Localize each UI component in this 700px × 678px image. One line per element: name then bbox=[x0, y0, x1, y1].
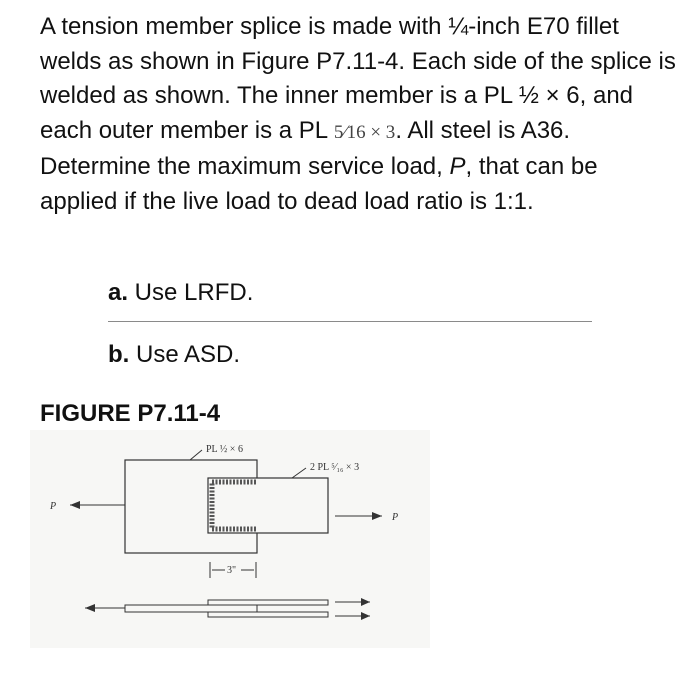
part-a-text: Use LRFD. bbox=[128, 279, 254, 306]
part-b-text: Use ASD. bbox=[129, 341, 241, 368]
inner-plate-thickness: ½ bbox=[518, 82, 539, 109]
problem-text-part: × 6, and each outer member is a PL bbox=[40, 82, 634, 144]
outer-plate-label: 2 PL ⁵⁄₁₆ × 3 bbox=[310, 462, 360, 473]
divider bbox=[108, 321, 592, 322]
load-symbol: P bbox=[449, 153, 466, 180]
figure-title: FIGURE P7.11-4 bbox=[40, 400, 221, 427]
outer-plate bbox=[208, 478, 328, 533]
weld-size-fraction: ¼ bbox=[448, 13, 469, 40]
outer-plate-size: 5⁄16 × 3 bbox=[333, 121, 396, 143]
figure-background bbox=[30, 430, 430, 648]
part-a-letter: a. bbox=[108, 279, 129, 306]
part-b-letter: b. bbox=[108, 341, 130, 368]
part-a bbox=[108, 276, 253, 310]
splice-diagram-svg bbox=[30, 430, 430, 648]
right-load-label: P bbox=[392, 512, 399, 523]
weld-length-dimension: 3" bbox=[227, 565, 237, 576]
problem-statement bbox=[40, 10, 680, 219]
part-b bbox=[108, 338, 240, 372]
figure-splice-diagram bbox=[30, 430, 430, 648]
problem-text-part: . All steel is A36. Determine the maximum service load, bbox=[40, 116, 571, 180]
problem-text bbox=[40, 10, 680, 219]
problem-text-part: -inch E70 fillet welds as shown in Figure P7.11-4. Each side of the splice is welded as shown. The inner member is a PL bbox=[40, 13, 676, 109]
problem-text-part: A tension member splice is made with bbox=[40, 13, 449, 40]
left-load-label: P bbox=[50, 501, 57, 512]
inner-plate-label: PL ½ × 6 bbox=[206, 444, 243, 455]
problem-text-part: , that can be applied if the live load to dead load ratio is 1:1. bbox=[40, 153, 598, 215]
